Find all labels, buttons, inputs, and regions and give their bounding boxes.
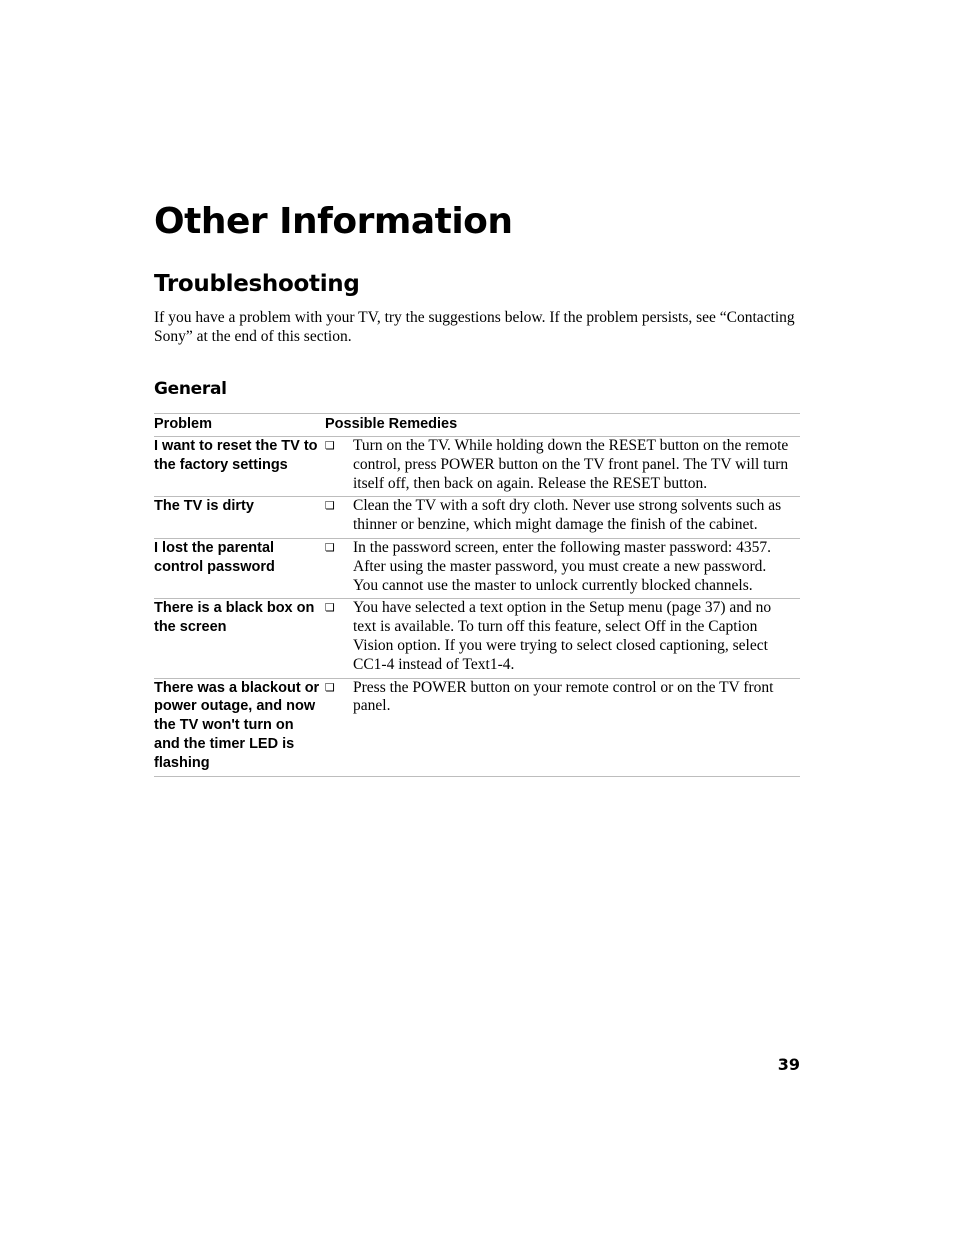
- problem-cell: There was a blackout or power outage, and now the TV won't turn on and the timer LED is flashing: [154, 678, 325, 776]
- problem-cell: There is a black box on the screen: [154, 599, 325, 678]
- intro-paragraph: If you have a problem with your TV, try the suggestions below. If the problem persists, see “Contacting Sony” at the end of this section.: [154, 309, 795, 345]
- table-row: [154, 538, 800, 598]
- problem-column-header: Problem: [154, 414, 325, 437]
- checkbox-bullet-icon: ❏: [325, 439, 335, 452]
- remedy-cell: [325, 437, 800, 497]
- checkbox-bullet-icon: ❏: [325, 540, 335, 554]
- remedy-text: Press the POWER button on your remote control or on the TV front panel.: [353, 678, 774, 715]
- page-number: 39: [777, 1055, 800, 1074]
- problem-cell: The TV is dirty: [154, 497, 325, 539]
- remedy-cell: [325, 678, 800, 776]
- section-title: Troubleshooting: [154, 271, 360, 297]
- problem-cell: I want to reset the TV to the factory settings: [154, 437, 325, 497]
- remedy-text: In the password screen, enter the following master password: 4357. After using the master password, you must create a new password. You cannot use the master to unlock currently blocked channels.: [353, 538, 771, 594]
- problem-cell: I lost the parental control password: [154, 538, 325, 598]
- remedy-cell: [325, 599, 800, 678]
- remedy-cell: [325, 497, 800, 539]
- remedy-text: Clean the TV with a soft dry cloth. Never use strong solvents such as thinner or benzine, which might damage the finish of the cabinet.: [353, 497, 782, 534]
- remedy-cell: [325, 538, 800, 598]
- troubleshooting-table: [154, 413, 800, 777]
- checkbox-bullet-icon: ❏: [325, 499, 335, 513]
- table-row: [154, 678, 800, 776]
- table-row: [154, 437, 800, 497]
- table-row: [154, 599, 800, 678]
- table-header-row: [154, 414, 800, 437]
- remedy-text: You have selected a text option in the Setup menu (page 37) and no text is available. To turn off this feature, select Off in the Caption Vision option. If you were trying to select closed captioning, select CC1-4 instead of Text1-4.: [353, 599, 772, 673]
- remedy-text: Turn on the TV. While holding down the RESET button on the remote control, press POWER button on the TV front panel. The TV will turn itself off, then back on again. Release the RESET button.: [353, 437, 789, 492]
- checkbox-bullet-icon: ❏: [325, 601, 335, 615]
- subsection-title: General: [154, 379, 227, 399]
- remedies-column-header: Possible Remedies: [325, 414, 800, 437]
- checkbox-bullet-icon: ❏: [325, 680, 335, 694]
- page-title: Other Information: [154, 201, 513, 242]
- table-row: [154, 497, 800, 539]
